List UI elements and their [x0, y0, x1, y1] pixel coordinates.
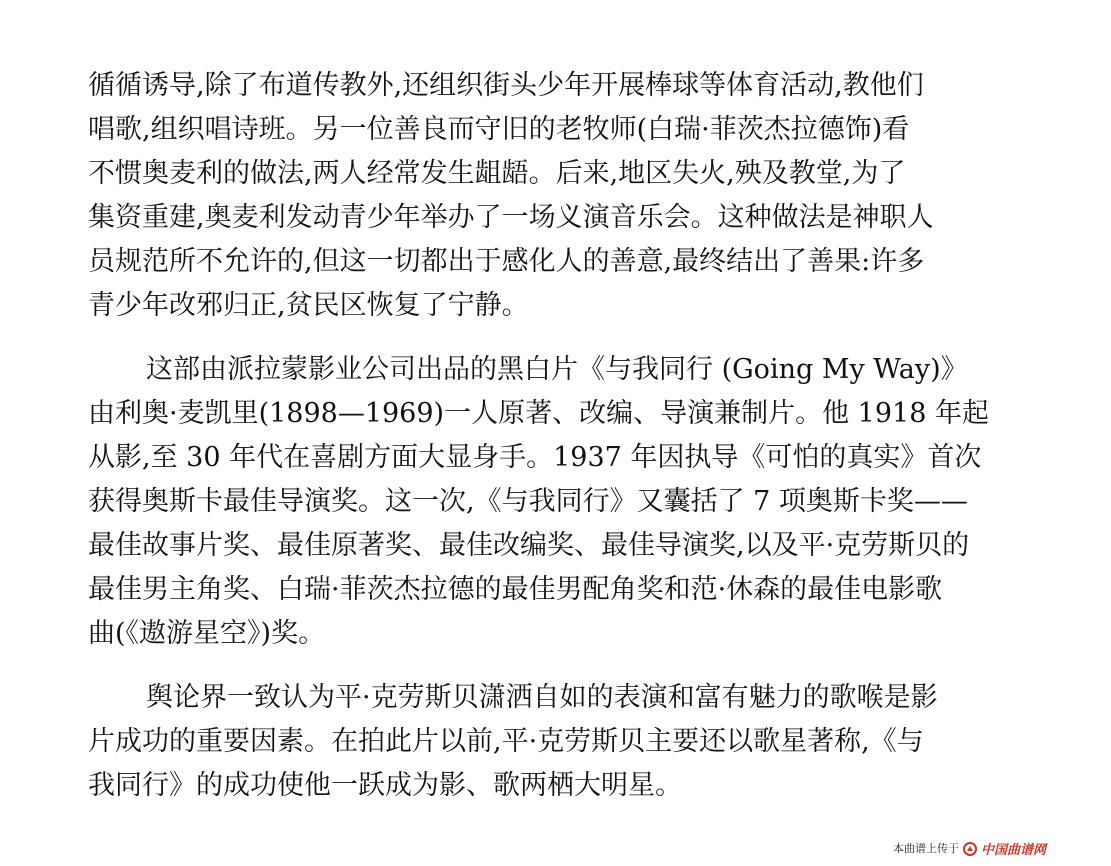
text-line: 从影,至 30 年代在喜剧方面大显身手。1937 年因执导《可怕的真实》首次 [88, 442, 982, 473]
site-name[interactable]: 中国曲谱网 [981, 842, 1047, 858]
text-line: 最佳故事片奖、最佳原著奖、最佳改编奖、最佳导演奖,以及平·克劳斯贝的 [88, 530, 970, 561]
site-logo-icon [963, 841, 977, 855]
text-line: 我同行》的成功使他一跃成为影、歌两栖大明星。 [88, 770, 682, 801]
text-line: 员规范所不允许的,但这一切都出于感化人的善意,最终结出了善果:许多 [88, 246, 925, 277]
text-line: 这部由派拉蒙影业公司出品的黑白片《与我同行 (Going My Way)》 [146, 354, 968, 385]
text-line: 获得奥斯卡最佳导演奖。这一次,《与我同行》又囊括了 7 项奥斯卡奖—— [88, 486, 968, 517]
text-line: 曲(《遨游星空》)奖。 [88, 618, 326, 649]
text-line: 由利奥·麦凯里(1898—1969)一人原著、改编、导演兼制片。他 1918 年起 [88, 398, 989, 429]
text-line: 青少年改邪归正,贫民区恢复了宁静。 [88, 290, 529, 321]
text-line: 片成功的重要因素。在拍此片以前,平·克劳斯贝主要还以歌星著称,《与 [88, 726, 924, 757]
text-line: 唱歌,组织唱诗班。另一位善良而守旧的老牧师(白瑞·菲茨杰拉德饰)看 [88, 114, 910, 145]
upload-text: 本曲谱上传于 [893, 842, 959, 855]
text-line: 集资重建,奥麦利发动青少年举办了一场义演音乐会。这种做法是神职人 [88, 202, 934, 233]
text-line: 最佳男主角奖、白瑞·菲茨杰拉德的最佳男配角奖和范·休森的最佳电影歌 [88, 574, 943, 605]
text-line: 不惯奥麦利的做法,两人经常发生龃龉。后来,地区失火,殃及教堂,为了 [88, 158, 906, 189]
text-line: 舆论界一致认为平·克劳斯贝潇洒自如的表演和富有魅力的歌喉是影 [146, 682, 938, 713]
text-line: 循循诱导,除了布道传教外,还组织街头少年开展棒球等体育活动,教他们 [88, 70, 924, 101]
upload-watermark [893, 837, 1105, 859]
